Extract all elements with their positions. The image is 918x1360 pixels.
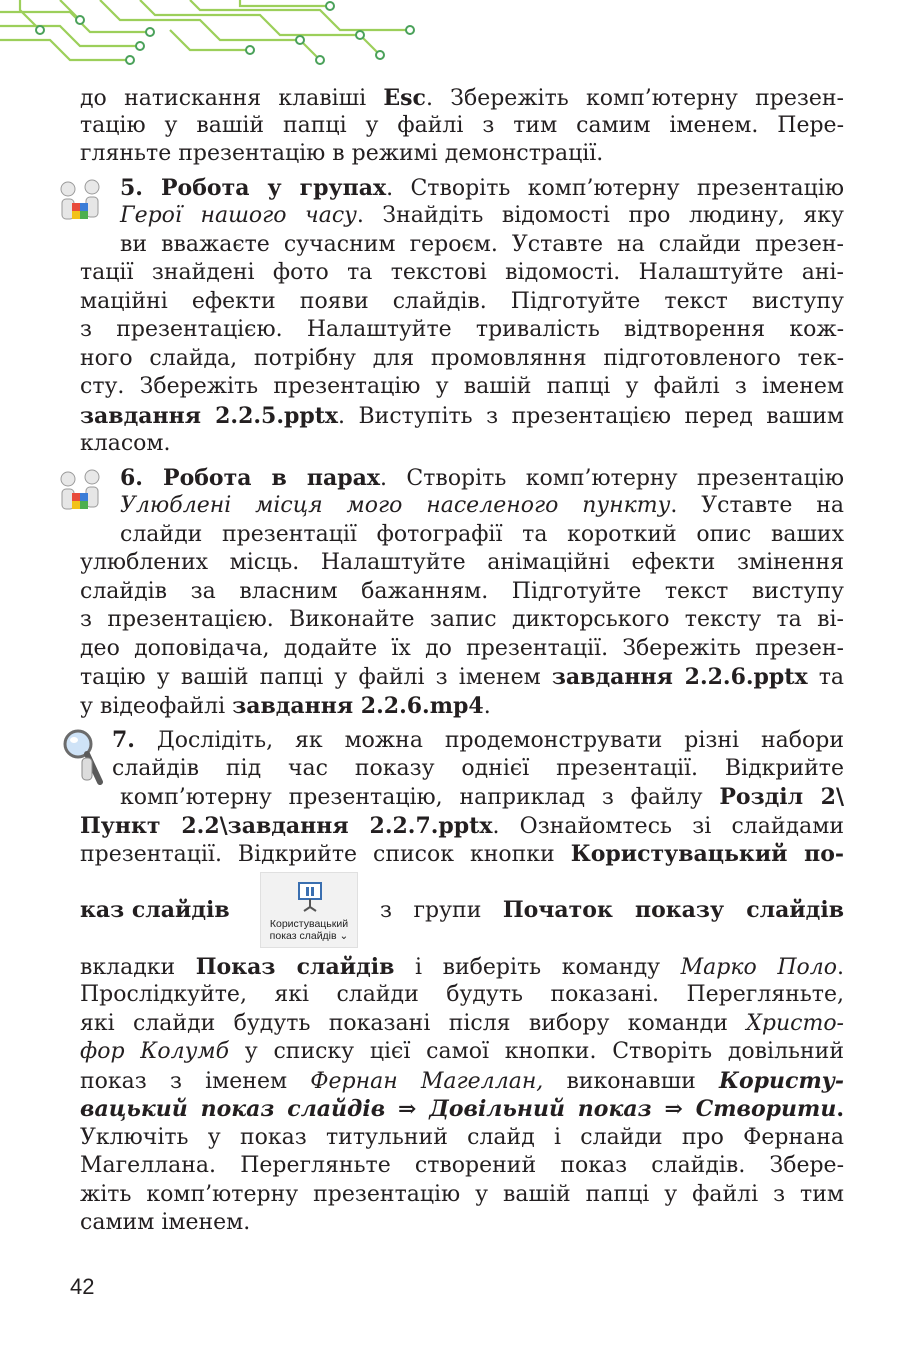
text-line-part: з групи Початок показу слайдів xyxy=(380,897,844,923)
text-line: з презентацією. Налаштуйте тривалість відтворення кож- xyxy=(80,317,844,342)
group-work-icon xyxy=(54,177,106,227)
custom-slideshow-button[interactable] xyxy=(260,872,358,948)
text-line: 5. Робота у групах. Створіть комп’ютерну презентацію xyxy=(120,175,844,201)
text-line: до натискання клавіші Esc. Збережіть комп’ютерну презен- xyxy=(80,85,844,111)
text-line: ви вважаєте сучасним героєм. Уставте на слайди презен- xyxy=(120,232,844,257)
text-line: вацький показ слайдів ⇒ Довільний показ ⇒ Створити. xyxy=(80,1096,844,1122)
text-line: 6. Робота в парах. Створіть комп’ютерну презентацію xyxy=(120,465,845,491)
text-line: фор Колумб у списку цієї самої кнопки. Створіть довільний xyxy=(80,1039,845,1064)
page-number: 42 xyxy=(70,1274,95,1299)
text-line: з презентацією. Виконайте запис дикторського тексту та ві- xyxy=(80,607,844,632)
text-line: класом. xyxy=(80,431,171,456)
text-line: сту. Збережіть презентацію у вашій папці у файлі з іменем xyxy=(80,374,844,399)
text-line: улюблених місць. Налаштуйте анімаційні ефекти змінення xyxy=(80,550,844,575)
pair-work-icon xyxy=(54,467,106,517)
text-line: слайди презентації фотографії та короткий опис ваших xyxy=(120,522,844,547)
text-line: тацію у вашій папці у файлі з іменем завдання 2.2.6.pptx та xyxy=(80,664,845,690)
text-line: Герої нашого часу. Знайдіть відомості про людину, яку xyxy=(120,203,844,228)
text-line: Пункт 2.2\завдання 2.2.7.pptx. Ознайомтесь зі слайдами xyxy=(80,813,844,839)
text-line: вкладки Показ слайдів і виберіть команду Марко Поло. xyxy=(80,954,845,980)
text-line: ного слайда, потрібну для промовляння підготовленого тек- xyxy=(80,346,844,371)
text-line: тації знайдені фото та текстові відомості. Налаштуйте ані- xyxy=(80,260,844,285)
button-label: Користувацький xyxy=(269,918,349,930)
text-line: комп’ютерну презентацію, наприклад з файлу Розділ 2\ xyxy=(120,784,844,810)
text-line: завдання 2.2.5.pptx. Виступіть з презентацією перед вашим xyxy=(80,403,844,429)
text-line: показ з іменем Фернан Магеллан, виконавши Користу- xyxy=(80,1068,845,1094)
text-line: маційні ефекти появи слайдів. Підготуйте текст виступу xyxy=(80,289,844,314)
custom-slideshow-icon xyxy=(297,881,323,913)
text-line: презентації. Відкрийте список кнопки Користувацький по- xyxy=(80,841,845,867)
text-line: гляньте презентацію в режимі демонстрації. xyxy=(80,141,604,166)
text-line: део доповідача, додайте їх до презентації. Збережіть презен- xyxy=(80,636,844,661)
button-label: показ слайдів ⌄ xyxy=(269,930,349,942)
text-line: Магеллана. Перегляньте створений показ слайдів. Збере- xyxy=(80,1153,844,1178)
text-line: Уключіть у показ титульний слайд і слайди про Фернана xyxy=(80,1125,844,1150)
text-line: жіть комп’ютерну презентацію у вашій папці у файлі з тим xyxy=(80,1182,844,1207)
text-line: тацію у вашій папці у файлі з тим самим іменем. Пере- xyxy=(80,113,844,138)
text-line: слайдів за власним бажанням. Підготуйте текст виступу xyxy=(80,579,844,604)
text-line: у відеофайлі завдання 2.2.6.mp4. xyxy=(80,693,491,719)
text-line-part: каз слайдів xyxy=(80,897,230,923)
circuit-board-decoration xyxy=(0,0,430,70)
magnifier-research-icon xyxy=(60,728,104,788)
text-line: Улюблені місця мого населеного пункту. Уставте на xyxy=(120,493,844,518)
text-line: самим іменем. xyxy=(80,1210,251,1235)
text-line: слайдів під час показу однієї презентації. Відкрийте xyxy=(112,756,844,781)
text-line: 7. Дослідіть, як можна продемонструвати різні набори xyxy=(112,727,844,753)
text-line: Прослідкуйте, які слайди будуть показані. Перегляньте, xyxy=(80,982,844,1007)
text-line: які слайди будуть показані після вибору команди Христо- xyxy=(80,1011,844,1036)
